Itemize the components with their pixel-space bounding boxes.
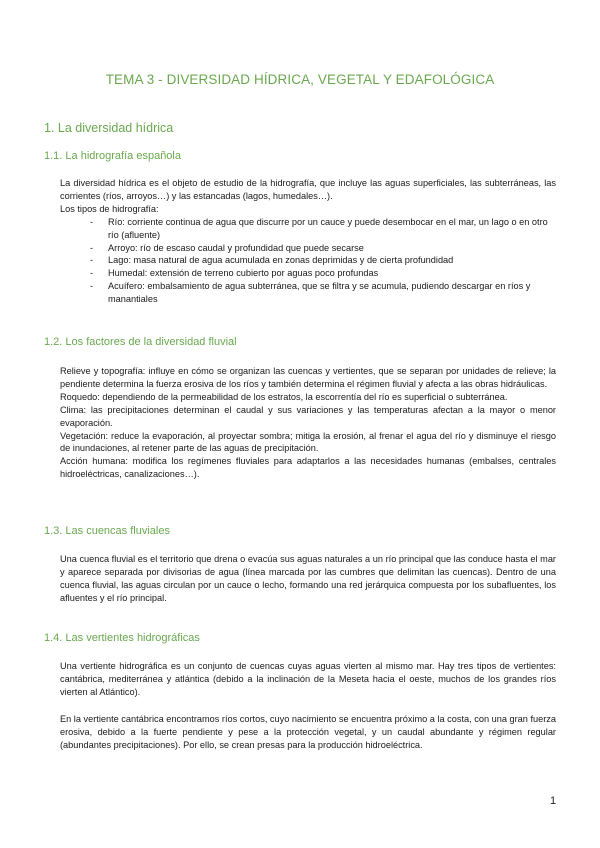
list-item: - Arroyo: río de escaso caudal y profundidad que puede secarse (90, 242, 364, 253)
paragraph: Acción humana: modifica los regímenes fluviales para adaptarlos a las necesidades humanas (embalses, centrales hidroeléctricas, canalizaciones…). (60, 456, 556, 480)
section-heading-1-3: 1.3. Las cuencas fluviales (44, 525, 170, 537)
section-1-2-body (60, 365, 556, 481)
paragraph: Roquedo: dependiendo de la permeabilidad de los estratos, la escorrentía del río es superficial o subterránea. (60, 391, 508, 402)
paragraph: Una cuenca fluvial es el territorio que drena o evacúa sus aguas naturales a un río principal que las conduce hasta el mar y aparece separada por divisorias de agua (línea marcada por las cumbres que delimitan las cuencas). Dentro de una cuenca fluvial, las aguas circulan por un cauce o lecho, formando una red jerárquica compuesta por los subafluentes, los afluentes y el río principal. (60, 554, 556, 603)
section-1-4-body (60, 660, 556, 751)
paragraph: En la vertiente cantábrica encontramos ríos cortos, cuyo nacimiento se encuentra próximo a la costa, con una gran fuerza erosiva, debido a la fuerte pendiente y pese a la protección vegetal, y un caudal abundante y régimen regular (abundantes precipitaciones). Por ello, se crean presas para la producción hidroeléctrica. (60, 713, 556, 750)
section-1-3-body (60, 553, 556, 605)
paragraph: Clima: las precipitaciones determinan el caudal y sus variaciones y las temperaturas afectan a la mayor o menor evaporación. (60, 404, 556, 428)
section-heading-1: 1. La diversidad hídrica (44, 121, 174, 135)
paragraph: Vegetación: reduce la evaporación, al proyectar sombra; mitiga la erosión, al frenar el agua del río y disminuye el riesgo de inundaciones, al retener parte de las aguas de precipitación. (60, 430, 556, 454)
page-number: 1 (550, 795, 557, 807)
list-item: - Acuífero: embalsamiento de agua subterránea, que se filtra y se acumula, pudiendo descargar en ríos y manantiales (90, 281, 531, 305)
section-1-1-body (60, 177, 556, 306)
section-heading-1-4: 1.4. Las vertientes hidrográficas (44, 632, 200, 644)
list-item: - Lago: masa natural de agua acumulada en zonas deprimidas y de cierta profundidad (90, 255, 454, 266)
paragraph: Una vertiente hidrográfica es un conjunto de cuencas cuyas aguas vierten al mismo mar. Hay tres tipos de vertientes: cantábrica, mediterránea y atlántica (debido a la inclinación de la Meseta hacia el oeste, muchos de los grandes ríos vierten al Atlántico). (60, 661, 556, 697)
page-title: TEMA 3 - DIVERSIDAD HÍDRICA, VEGETAL Y EDAFOLÓGICA (105, 72, 495, 87)
list-item: - Humedal: extensión de terreno cubierto por aguas poco profundas (90, 268, 379, 279)
paragraph: Relieve y topografía: influye en cómo se organizan las cuencas y vertientes, que se separan por unidades de relieve; la pendiente determina la fuerza erosiva de los ríos y también determina el régimen fluvial y afecta a las obras hidráulicas. (60, 366, 556, 389)
section-heading-1-1: 1.1. La hidrografía española (44, 150, 181, 162)
list-item: - Río: corriente continua de agua que discurre por un cauce y puede desembocar en el mar, un lago o en otro río (afluente) (90, 216, 548, 240)
paragraph: La diversidad hídrica es el objeto de estudio de la hidrografía, que incluye las aguas superficiales, las subterráneas, las corrientes (ríos, arroyos…) y las estancadas (lagos, humedales…). (60, 178, 556, 201)
hydrography-types-list (60, 216, 556, 306)
paragraph: Los tipos de hidrografía: (60, 203, 159, 214)
section-heading-1-2: 1.2. Los factores de la diversidad fluvial (44, 336, 237, 348)
